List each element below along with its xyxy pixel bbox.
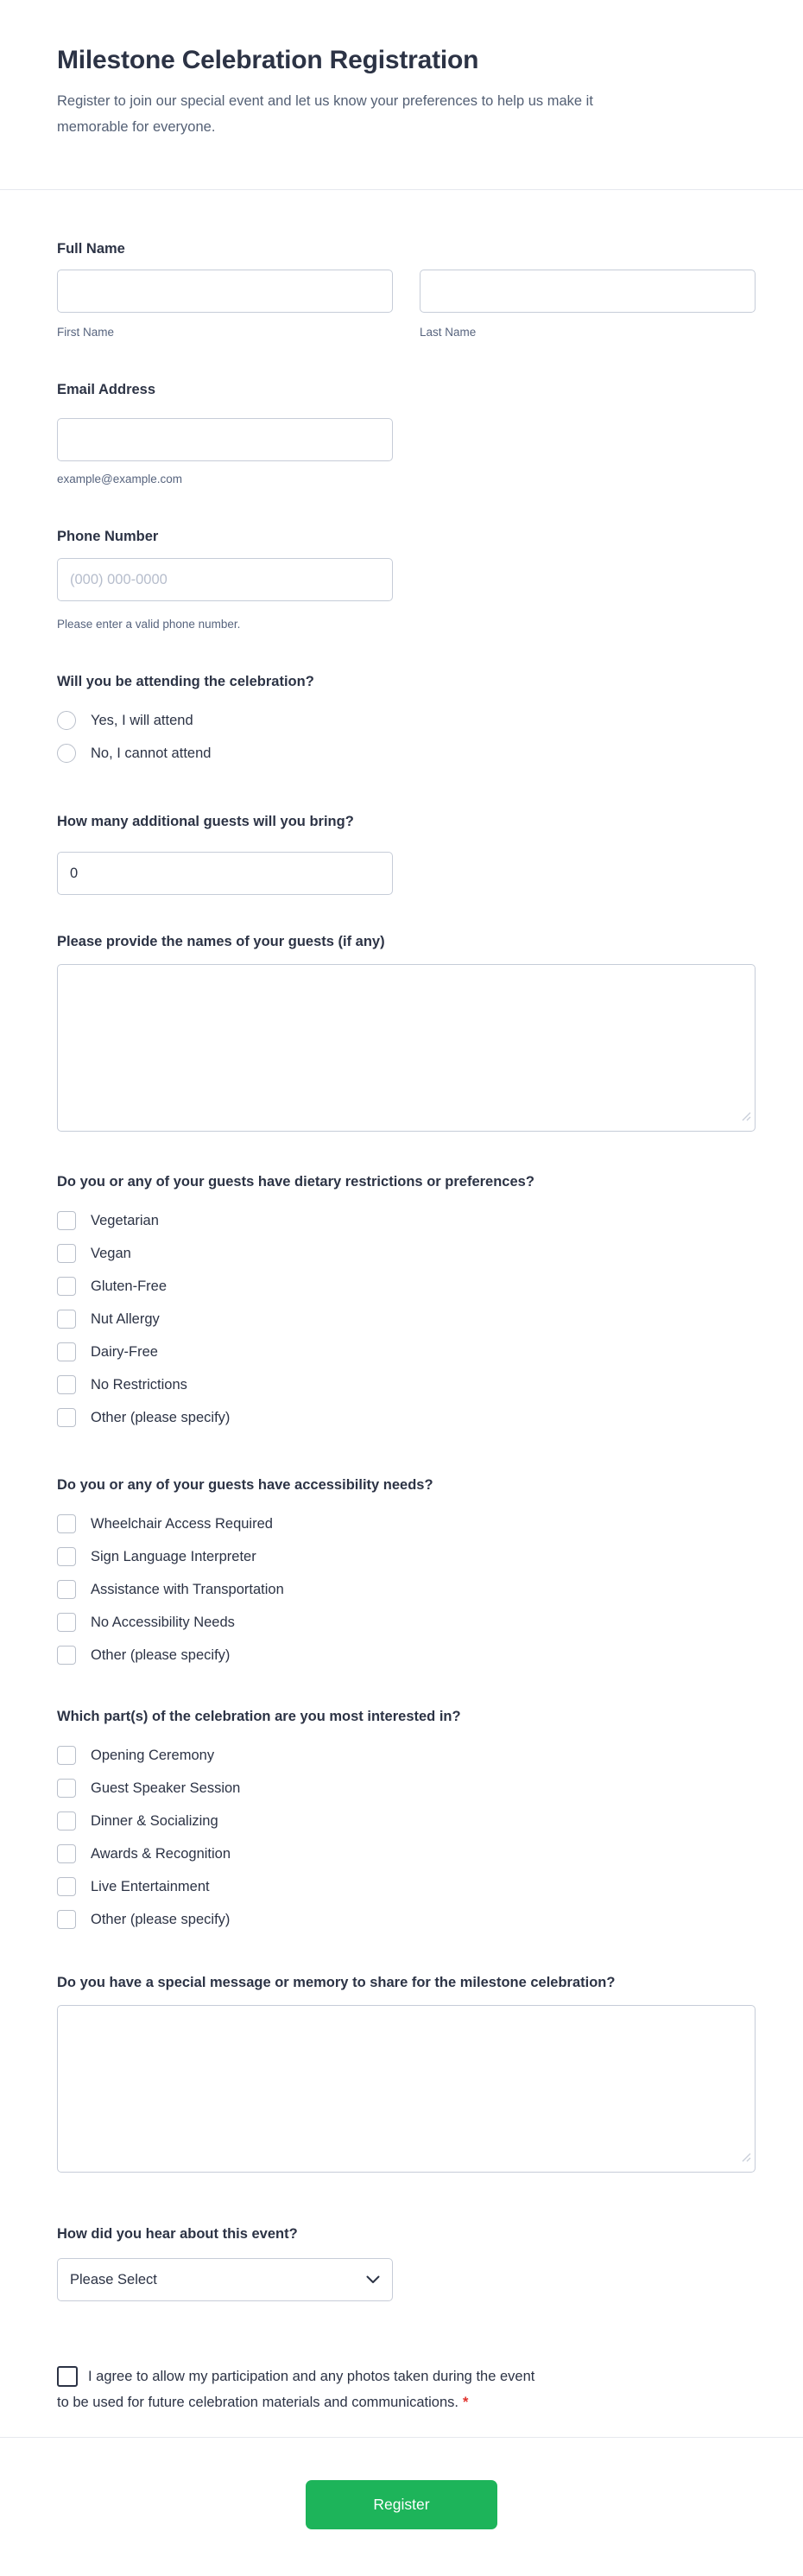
checkbox-option-label: Sign Language Interpreter: [91, 1549, 256, 1564]
checkbox-option-dinner-socializing[interactable]: [57, 1810, 756, 1832]
question-guest-count: [57, 813, 756, 895]
form-footer: [0, 2437, 803, 2576]
question-agreement: [57, 2363, 756, 2415]
last-name-input[interactable]: [420, 270, 756, 313]
checkbox-option-accessibility-other[interactable]: [57, 1644, 756, 1666]
checkbox[interactable]: [57, 1211, 76, 1230]
checkbox-option-label: Opening Ceremony: [91, 1748, 215, 1763]
agreement-text: [57, 2363, 756, 2415]
phone-input[interactable]: [57, 558, 393, 601]
checkbox-option-vegetarian[interactable]: [57, 1209, 756, 1232]
referral-select[interactable]: [57, 2258, 393, 2301]
checkbox-option-label: Wheelchair Access Required: [91, 1516, 273, 1532]
checkbox-option-gluten-free[interactable]: [57, 1275, 756, 1298]
phone-sublabel: Please enter a valid phone number.: [57, 618, 241, 631]
page-title: Milestone Celebration Registration: [57, 46, 479, 74]
email-input[interactable]: [57, 418, 393, 461]
checkbox-option-label: Live Entertainment: [91, 1879, 210, 1894]
radio-option-label: No, I cannot attend: [91, 746, 212, 761]
checkbox-option-vegan[interactable]: [57, 1242, 756, 1265]
checkbox-option-label: Guest Speaker Session: [91, 1780, 241, 1796]
phone-label: Phone Number: [57, 529, 159, 544]
form-header: [0, 0, 803, 140]
checkbox[interactable]: [57, 1910, 76, 1929]
checkbox-option-label: No Restrictions: [91, 1377, 187, 1393]
full-name-label: Full Name: [57, 241, 125, 257]
question-message: [57, 1974, 756, 2173]
first-name-input[interactable]: [57, 270, 393, 313]
question-referral: [57, 2225, 756, 2301]
radio-option-label: Yes, I will attend: [91, 713, 193, 728]
question-phone: [57, 528, 756, 631]
chevron-down-icon: [366, 2272, 380, 2288]
checkbox[interactable]: [57, 1342, 76, 1361]
interests-label: Which part(s) of the celebration are you most interested in?: [57, 1709, 461, 1724]
checkbox-option-opening-ceremony[interactable]: [57, 1744, 756, 1767]
checkbox-option-wheelchair[interactable]: [57, 1513, 756, 1535]
checkbox-option-guest-speaker[interactable]: [57, 1777, 756, 1799]
checkbox[interactable]: [57, 1646, 76, 1665]
subtitle-line-2: memorable for everyone.: [57, 119, 216, 135]
question-interests: [57, 1708, 756, 1931]
referral-selected-value: Please Select: [70, 2271, 157, 2287]
checkbox-option-transportation[interactable]: [57, 1578, 756, 1601]
agreement-line-1: I agree to allow my participation and any photos taken during the event: [88, 2369, 535, 2384]
accessibility-label: Do you or any of your guests have accessibility needs?: [57, 1477, 433, 1493]
last-name-sublabel: Last Name: [420, 326, 477, 339]
guest-names-label: Please provide the names of your guests (if any): [57, 934, 385, 949]
checkbox[interactable]: [57, 1844, 76, 1863]
referral-label: How did you hear about this event?: [57, 2226, 298, 2242]
checkbox[interactable]: [57, 1779, 76, 1798]
checkbox[interactable]: [57, 1877, 76, 1896]
radio-option-yes-attend[interactable]: [57, 709, 756, 732]
page-subtitle: [57, 88, 756, 140]
agreement-line-2: to be used for future celebration materials and communications.: [57, 2395, 458, 2410]
checkbox-option-label: Other (please specify): [91, 1410, 231, 1425]
checkbox[interactable]: [57, 1408, 76, 1427]
checkbox-option-label: Dairy-Free: [91, 1344, 158, 1360]
checkbox-option-no-restrictions[interactable]: [57, 1374, 756, 1396]
checkbox-option-label: No Accessibility Needs: [91, 1615, 235, 1630]
checkbox-option-label: Assistance with Transportation: [91, 1582, 284, 1597]
checkbox-option-no-accessibility-needs[interactable]: [57, 1611, 756, 1634]
header-divider: [0, 189, 803, 190]
resize-handle-icon[interactable]: [742, 2151, 751, 2167]
checkbox-option-sign-language[interactable]: [57, 1545, 756, 1568]
subtitle-line-1: Register to join our special event and let us know your preferences to help us make it: [57, 93, 593, 109]
checkbox[interactable]: [57, 1613, 76, 1632]
checkbox[interactable]: [57, 1244, 76, 1263]
checkbox-option-label: Gluten-Free: [91, 1278, 168, 1294]
checkbox-option-awards-recognition[interactable]: [57, 1843, 756, 1865]
checkbox[interactable]: [57, 1310, 76, 1329]
resize-handle-icon[interactable]: [742, 1110, 751, 1126]
dietary-label: Do you or any of your guests have dietary restrictions or preferences?: [57, 1174, 534, 1190]
question-full-name: [57, 240, 756, 339]
checkbox-option-label: Awards & Recognition: [91, 1846, 231, 1862]
email-label: Email Address: [57, 382, 156, 397]
guest-names-textarea[interactable]: [57, 964, 756, 1132]
question-dietary: [57, 1173, 756, 1429]
checkbox-option-interests-other[interactable]: [57, 1908, 756, 1931]
checkbox-option-live-entertainment[interactable]: [57, 1875, 756, 1898]
register-button[interactable]: Register: [306, 2480, 497, 2529]
question-email: [57, 381, 756, 486]
checkbox-option-label: Other (please specify): [91, 1647, 231, 1663]
checkbox[interactable]: [57, 1514, 76, 1533]
checkbox[interactable]: [57, 1375, 76, 1394]
checkbox-option-label: Other (please specify): [91, 1912, 231, 1927]
checkbox[interactable]: [57, 1811, 76, 1830]
guest-count-input[interactable]: [57, 852, 393, 895]
radio-option-no-attend[interactable]: [57, 742, 756, 765]
question-attending: [57, 673, 756, 765]
checkbox[interactable]: [57, 1580, 76, 1599]
checkbox[interactable]: [57, 1547, 76, 1566]
message-textarea[interactable]: [57, 2005, 756, 2173]
required-asterisk: *: [463, 2395, 469, 2410]
checkbox-option-label: Vegetarian: [91, 1213, 159, 1228]
first-name-sublabel: First Name: [57, 326, 115, 339]
form-body: [0, 240, 803, 2415]
radio-button[interactable]: [57, 711, 76, 730]
guest-count-label: How many additional guests will you bring?: [57, 814, 354, 829]
question-guest-names: [57, 933, 756, 1132]
checkbox[interactable]: [57, 1746, 76, 1765]
checkbox-option-dietary-other[interactable]: [57, 1406, 756, 1429]
checkbox-option-label: Dinner & Socializing: [91, 1813, 218, 1829]
attending-label: Will you be attending the celebration?: [57, 674, 314, 689]
message-label: Do you have a special message or memory to share for the milestone celebration?: [57, 1975, 616, 1990]
question-accessibility: [57, 1476, 756, 1666]
footer-divider: [0, 2437, 803, 2438]
checkbox-option-nut-allergy[interactable]: [57, 1308, 756, 1330]
checkbox[interactable]: [57, 1277, 76, 1296]
checkbox-option-dairy-free[interactable]: [57, 1341, 756, 1363]
agreement-checkbox[interactable]: [57, 2366, 78, 2387]
email-sublabel: example@example.com: [57, 473, 183, 485]
checkbox-option-label: Nut Allergy: [91, 1311, 160, 1327]
radio-button[interactable]: [57, 744, 76, 763]
checkbox-option-label: Vegan: [91, 1246, 131, 1261]
